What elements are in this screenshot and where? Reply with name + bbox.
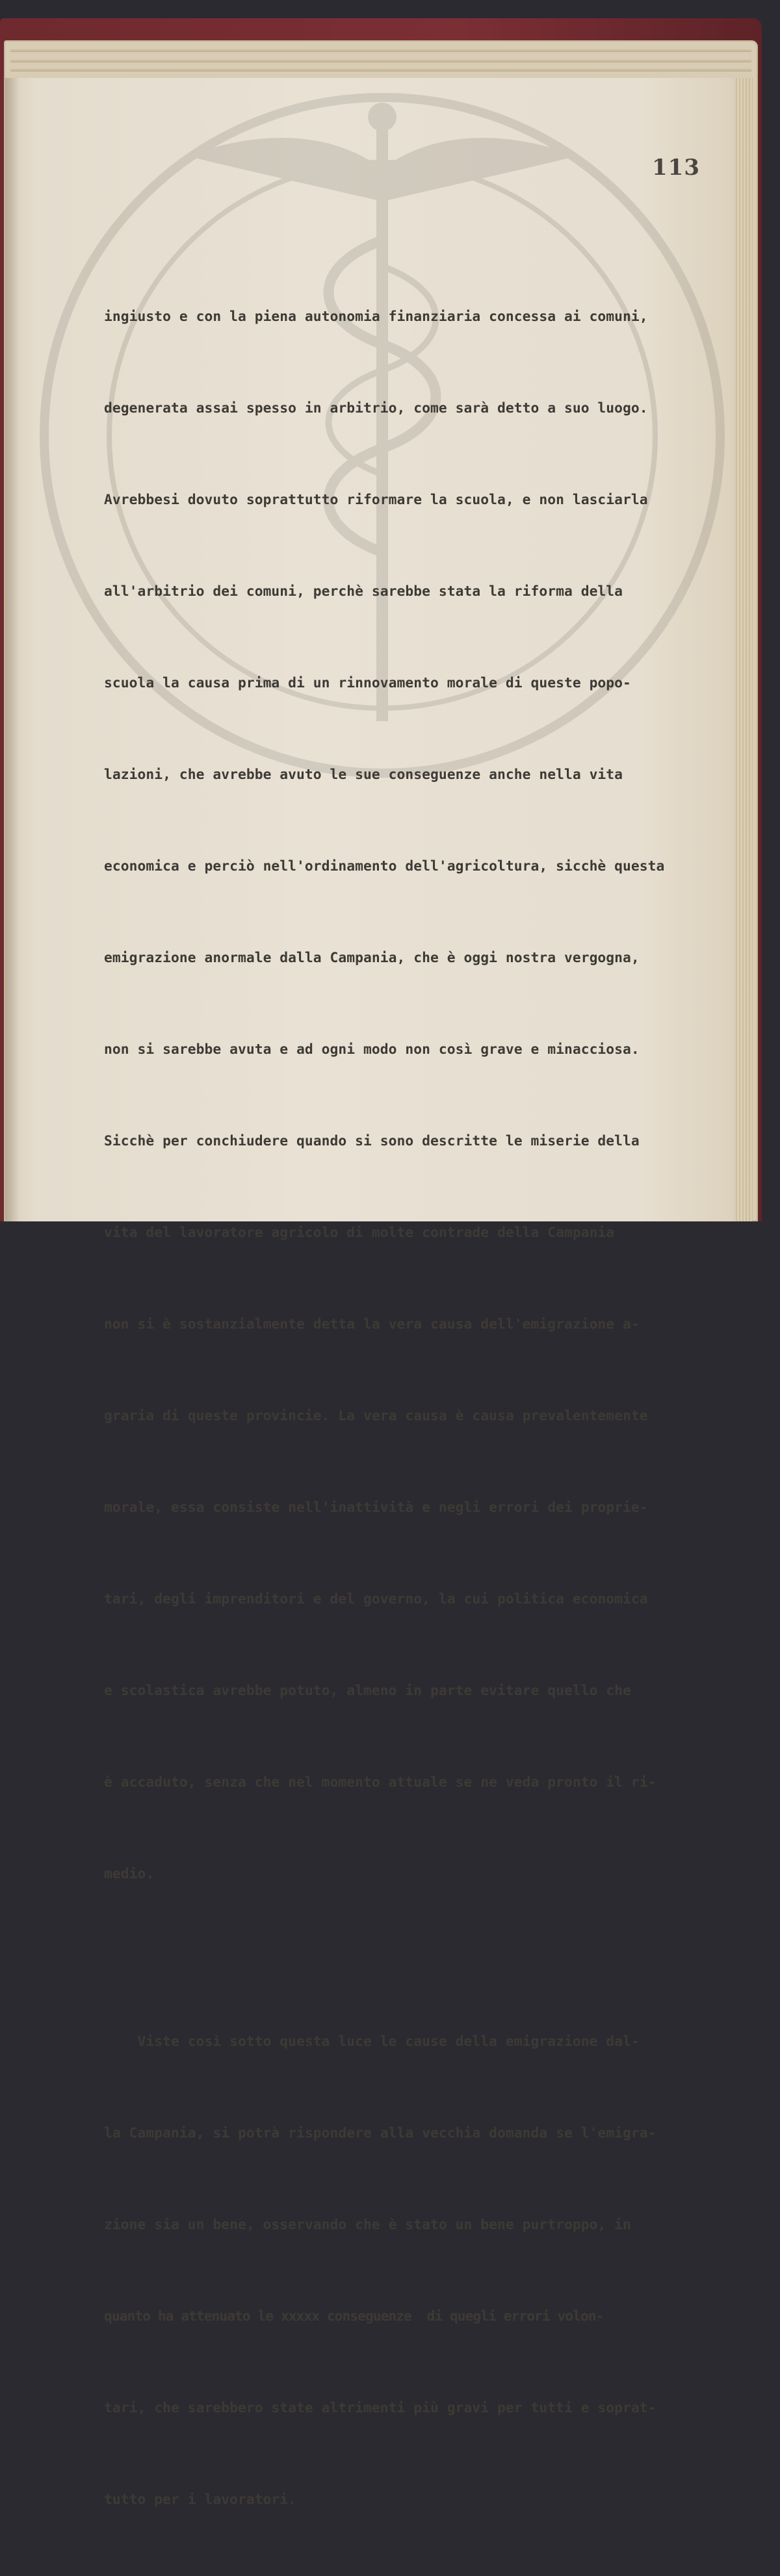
text-line: Viste così sotto questa luce le cause della emigrazione dal- bbox=[104, 2034, 640, 2050]
text-line: quanto ha attenuato le xxxxx conseguenze di quegli errori volon- bbox=[104, 2308, 604, 2325]
text-line: lazioni, che avrebbe avuto le sue conseguenze anche nella vita bbox=[104, 767, 623, 783]
spine-shadow bbox=[5, 78, 20, 1221]
text-line: economica e perciò nell'ordinamento dell'agricoltura, sicchè questa bbox=[104, 858, 665, 874]
text-line: tari, che sarebbero state altrimenti più gravi per tutti e soprat- bbox=[104, 2400, 656, 2416]
text-line: ingiusto e con la piena autonomia finanziaria concessa ai comuni, bbox=[104, 309, 648, 325]
text-line: morale, essa consiste nell'inattività e negli errori dei proprie- bbox=[104, 1499, 648, 1516]
text-line: medio. bbox=[104, 1866, 155, 1882]
paragraph-gap bbox=[104, 1950, 715, 1965]
text-line: all'arbitrio dei comuni, perchè sarebbe stata la riforma della bbox=[104, 583, 623, 600]
text-line: non si sarebbe avuta e ad ogni modo non così grave e minacciosa. bbox=[104, 1041, 640, 1058]
text-line: Avrebbesi dovuto soprattutto riformare la scuola, e non lasciarla bbox=[104, 492, 648, 508]
text-line: la Campania, si potrà rispondere alla vecchia domanda se l'emigra- bbox=[104, 2125, 656, 2141]
page-edge-line bbox=[10, 49, 751, 52]
text-line: Sicchè per conchiudere quando si sono descritte le miserie della bbox=[104, 1133, 640, 1149]
page-edge-line bbox=[10, 60, 751, 62]
text-line: vita del lavoratore agricolo di molte contrade della Campania bbox=[104, 1225, 615, 1241]
page-number: 113 bbox=[652, 155, 700, 181]
text-line: tari, degli imprenditori e del governo, la cui politica economica bbox=[104, 1591, 648, 1607]
typewritten-text bbox=[104, 240, 715, 2576]
text-line: e scolastica avrebbe potuto, almeno in parte evitare quello che bbox=[104, 1683, 631, 1699]
text-line: non si è sostanzialmente detta la vera causa dell'emigrazione a- bbox=[104, 1316, 640, 1333]
text-line: emigrazione anormale dalla Campania, che è oggi nostra vergogna, bbox=[104, 950, 640, 966]
text-line: tutto per i lavoratori. bbox=[104, 2492, 297, 2508]
text-line: graria di queste provincie. La vera causa è causa prevalentemente bbox=[104, 1408, 648, 1424]
text-line: scuola la causa prima di un rinnovamento morale di queste popo- bbox=[104, 675, 631, 691]
document-page bbox=[5, 78, 753, 2508]
text-line: degenerata assai spesso in arbitrio, come sarà detto a suo luogo. bbox=[104, 400, 648, 416]
text-line: zione sia un bene, osservando che è stato un bene purtroppo, in bbox=[104, 2217, 631, 2233]
text-line: è accaduto, senza che nel momento attuale se ne veda pronto il ri- bbox=[104, 1774, 656, 1791]
